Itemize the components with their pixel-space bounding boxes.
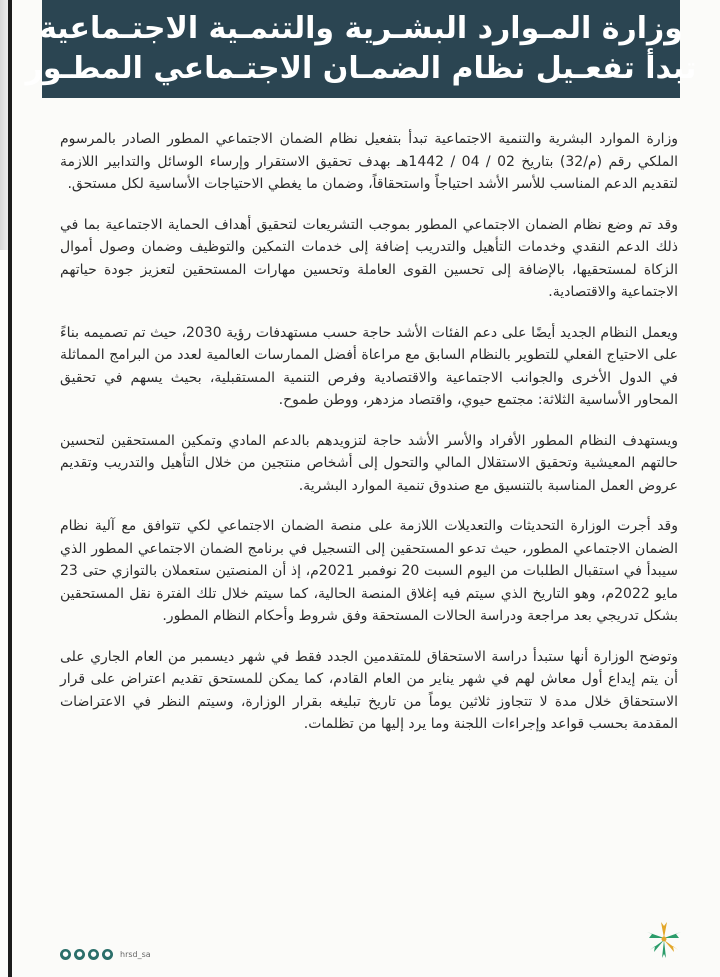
social-handle	[60, 946, 151, 962]
title-banner	[25, 0, 697, 98]
document-edge	[8, 0, 12, 977]
paragraph: وقد تم وضع نظام الضمان الاجتماعي المطور بموجب التشريعات لتحقيق أهداف الحماية الاجتماعية بما في ذلك الدعم النقدي وخدمات التأهيل والتدريب إضافة إلى خدمات التمكين والتوظيف وضمان وصول أموال الزكاة لمستحقيها، بالإضافة إلى تحسين القوى العاملة وتحسين مهارات المستحقين لتعزيز جودة حياتهم الاجتماعية والاقتصادية.	[60, 216, 678, 300]
paragraph: وزارة الموارد البشرية والتنمية الاجتماعية تبدأ بتفعيل نظام الضمان الاجتماعي المطور الصادر بالمرسوم الملكي رقم (م/32) بتاريخ 02 / 04 / 1442هـ بهدف تحقيق الاستقرار وإرساء الوسائل والتدابير اللازمة لتقديم الدعم المناسب للأسر الأشد احتياجاً واستحقاقاً، وضمان ما يغطي الاحتياجات الأساسية لكل مستحق.	[60, 131, 678, 192]
title-line-1: وزارة المـوارد البشـرية والتنمـية الاجتـماعية	[39, 11, 683, 46]
title-line-2: تبدأ تفعـيل نظام الضمـان الاجتـماعي المطـور	[25, 51, 697, 86]
handle-text: hrsd_sa	[120, 949, 151, 959]
article-body	[60, 128, 678, 754]
youtube-icon: ●	[88, 949, 99, 960]
instagram-icon: ●	[74, 949, 85, 960]
paragraph: وتوضح الوزارة أنها ستبدأ دراسة الاستحقاق للمتقدمين الجدد فقط في شهر ديسمبر من العام الجاري على أن يتم إيداع أول معاش لهم في شهر يناير من العام القادم، كما يمكن للمستحق تقديم اعتراض على قرار الاستحقاق خلال مدة لا تتجاوز ثلاثين يوماً من تاريخ تبليغه بقرار الوزارة، وسيتم النظر في الاعتراضات المقدمة بحسب قواعد وإجراءات اللجنة وما يرد إليها من تظلمات.	[60, 648, 678, 732]
paragraph: ويستهدف النظام المطور الأفراد والأسر الأشد حاجة لتزويدهم بالدعم المادي وتمكين المستحقين لتحسين حالتهم المعيشية وتحقيق الاستقلال المالي والتحول إلى أشخاص منتجين من خلال التأهيل والتدريب وتقديم عروض العمل المناسبة بالتنسيق مع صندوق تنمية الموارد البشرية.	[60, 432, 678, 494]
paragraph: ويعمل النظام الجديد أيضًا على دعم الفئات الأشد حاجة حسب مستهدفات رؤية 2030، حيث تم تصميمه بناءً على الاحتياج الفعلي للتطوير بالنظام السابق مع مراعاة أفضل الممارسات العالمية لعدد من البرامج المماثلة في الدول الأخرى والجوانب الاجتماعية والاقتصادية وفرص التنمية المستقبلية، بحيث يسهم في تحقيق المحاور الأساسية الثلاثة: مجتمع حيوي، واقتصاد مزدهر، ووطن طموح.	[60, 324, 678, 408]
snapchat-icon: ●	[102, 949, 113, 960]
twitter-icon: ●	[60, 949, 71, 960]
ministry-logo-icon	[640, 918, 688, 966]
paragraph: وقد أجرت الوزارة التحديثات والتعديلات اللازمة على منصة الضمان الاجتماعي لكي تتوافق مع آلية نظام الضمان الاجتماعي المطور، حيث تدعو المستحقين إلى التسجيل في برنامج الضمان الاجتماعي المطور الذي سيبدأ في استقبال الطلبات من اليوم السبت 20 نوفمبر 2021م، إذ أن المنصتين ستعملان بالتوازي حتى 23 مايو 2022م، وهو التاريخ الذي سيتم فيه إغلاق المنصة الحالية، كما سيتم خلال تلك الفترة نقل المستحقين بشكل تدريجي بعد مراجعة ودراسة الحالات المستحقة وفق شروط وأحكام النظام المطور.	[60, 518, 679, 624]
